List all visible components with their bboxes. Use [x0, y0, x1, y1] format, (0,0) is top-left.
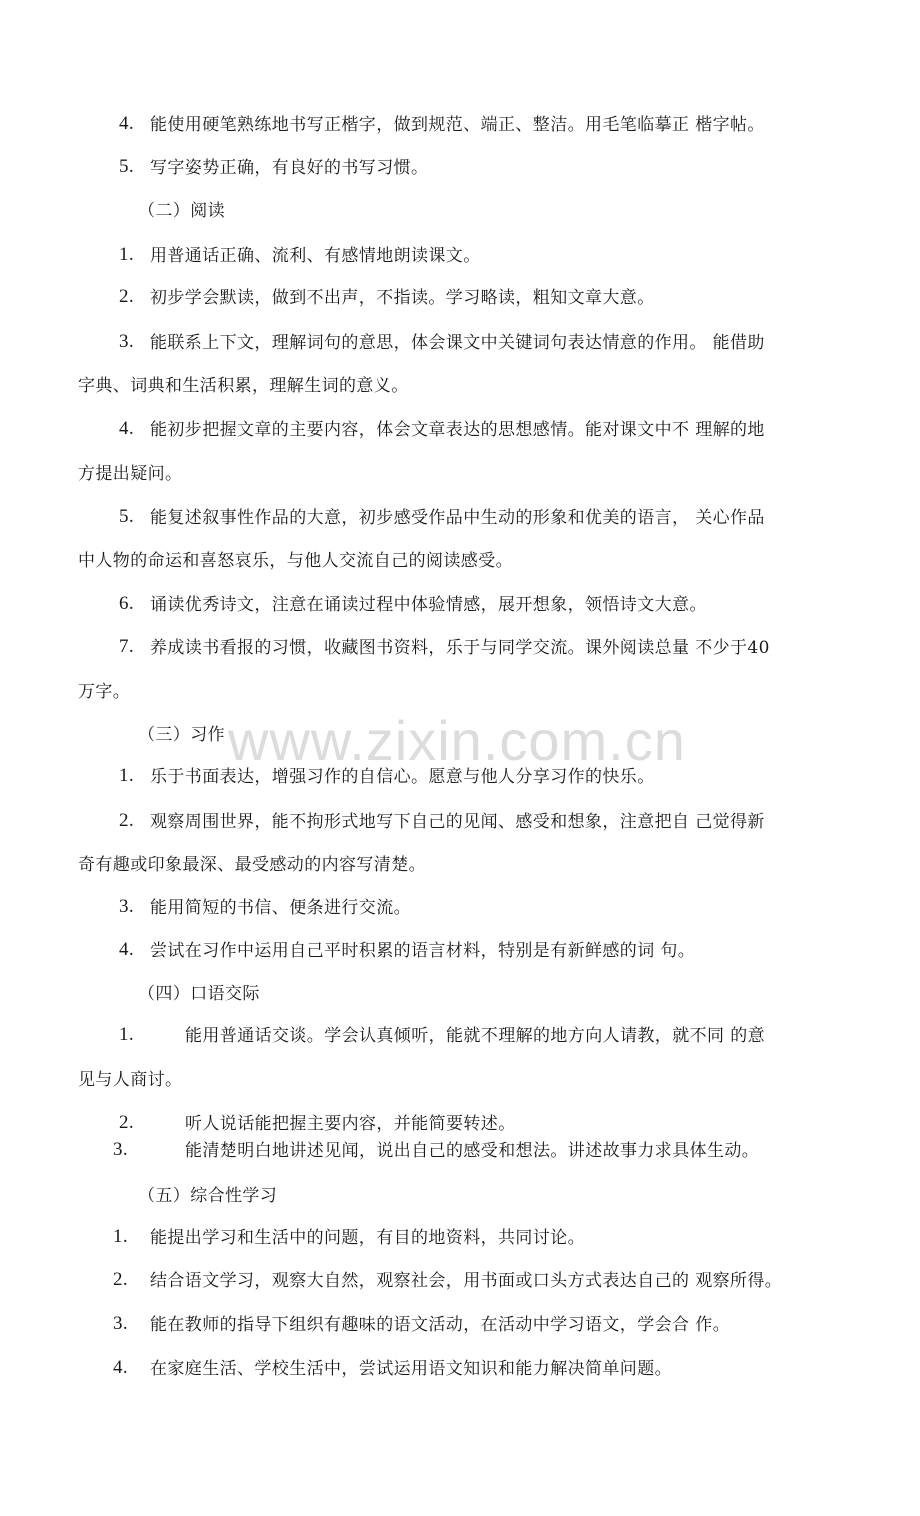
- item-number: 2.: [119, 1112, 135, 1133]
- list-item-text: 能清楚明白地讲述见闻，说出自己的感受和想法。讲述故事力求具体生动。: [185, 1141, 760, 1161]
- section-heading: （三）习作: [138, 725, 225, 745]
- section-heading: （二）阅读: [138, 201, 225, 221]
- item-number: 1.: [119, 765, 135, 786]
- item-number: 1.: [119, 1024, 135, 1045]
- watermark: www.zixin.com.cn: [228, 709, 686, 772]
- item-number: 3.: [119, 896, 135, 917]
- item-number: 3.: [119, 331, 135, 352]
- list-item-text: 在家庭生活、学校生活中，尝试运用语文知识和能力解决简单问题。: [150, 1359, 672, 1379]
- list-item-text: 初步学会默读，做到不出声，不指读。学习略读，粗知文章大意。: [150, 288, 655, 308]
- list-item-text: 写字姿势正确，有良好的书写习惯。: [150, 158, 429, 178]
- item-number: 4.: [119, 418, 135, 439]
- continuation-text: 方提出疑问。: [78, 464, 183, 484]
- continuation-text: 奇有趣或印象最深、最受感动的内容写清楚。: [78, 855, 426, 875]
- list-item-text: 乐于书面表达，增强习作的自信心。愿意与他人分享习作的快乐。: [150, 767, 655, 787]
- list-item-text: 诵读优秀诗文，注意在诵读过程中体验情感，展开想象，领悟诗文大意。: [150, 595, 707, 615]
- item-number: 4.: [113, 1357, 129, 1378]
- list-item-text: 能用普通话交谈。学会认真倾听，能就不理解的地方向人请教，就不同 的意: [185, 1026, 766, 1046]
- list-item-text: 观察周围世界，能不拘形式地写下自己的见闻、感受和想象，注意把自 己觉得新: [150, 812, 765, 832]
- item-number: 7.: [119, 636, 135, 657]
- continuation-text: 见与人商讨。: [78, 1070, 183, 1090]
- continuation-text: 万字。: [78, 682, 131, 702]
- item-number: 6.: [119, 593, 135, 614]
- item-number: 5.: [119, 506, 135, 527]
- list-item-text: 能在教师的指导下组织有趣味的语文活动，在活动中学习语文，学会合 作。: [150, 1315, 731, 1335]
- list-item-text: 能初步把握文章的主要内容，体会文章表达的思想感情。能对课文中不 理解的地: [150, 420, 765, 440]
- list-item-text: 能复述叙事性作品的大意，初步感受作品中生动的形象和优美的语言， 关心作品: [150, 508, 765, 528]
- continuation-text: 字典、词典和生活积累，理解生词的意义。: [78, 376, 409, 396]
- list-item-text: 结合语文学习，观察大自然，观察社会，用书面或口头方式表达自己的 观察所得。: [150, 1271, 783, 1291]
- list-item-text: 能用简短的书信、便条进行交流。: [150, 898, 411, 918]
- continuation-text: 中人物的命运和喜怒哀乐，与他人交流自己的阅读感受。: [78, 551, 513, 571]
- item-number: 1.: [113, 1226, 129, 1247]
- section-heading: （四）口语交际: [138, 984, 260, 1004]
- list-item-text: 养成读书看报的习惯，收藏图书资料，乐于与同学交流。课外阅读总量 不少于40: [150, 638, 770, 658]
- item-number: 2.: [119, 810, 135, 831]
- item-number: 2.: [119, 286, 135, 307]
- list-item-text: 用普通话正确、流利、有感情地朗读课文。: [150, 246, 481, 266]
- item-number: 3.: [113, 1313, 129, 1334]
- list-item-text: 能使用硬笔熟练地书写正楷字，做到规范、端正、整洁。用毛笔临摹正 楷字帖。: [150, 115, 765, 135]
- item-number: 2.: [113, 1269, 129, 1290]
- section-heading: （五）综合性学习: [138, 1186, 278, 1206]
- item-number: 4.: [119, 113, 135, 134]
- item-number: 1.: [119, 244, 135, 265]
- list-item-text: 听人说话能把握主要内容，并能简要转述。: [185, 1114, 516, 1134]
- item-number: 5.: [119, 156, 135, 177]
- list-item-text: 能提出学习和生活中的问题，有目的地资料，共同讨论。: [150, 1228, 585, 1248]
- list-item-text: 能联系上下文，理解词句的意思，体会课文中关键词句表达情意的作用。 能借助: [150, 333, 765, 353]
- item-number: 4.: [119, 939, 135, 960]
- list-item-text: 尝试在习作中运用自己平时积累的语言材料，特别是有新鲜感的词 句。: [150, 941, 696, 961]
- item-number: 3.: [113, 1139, 129, 1160]
